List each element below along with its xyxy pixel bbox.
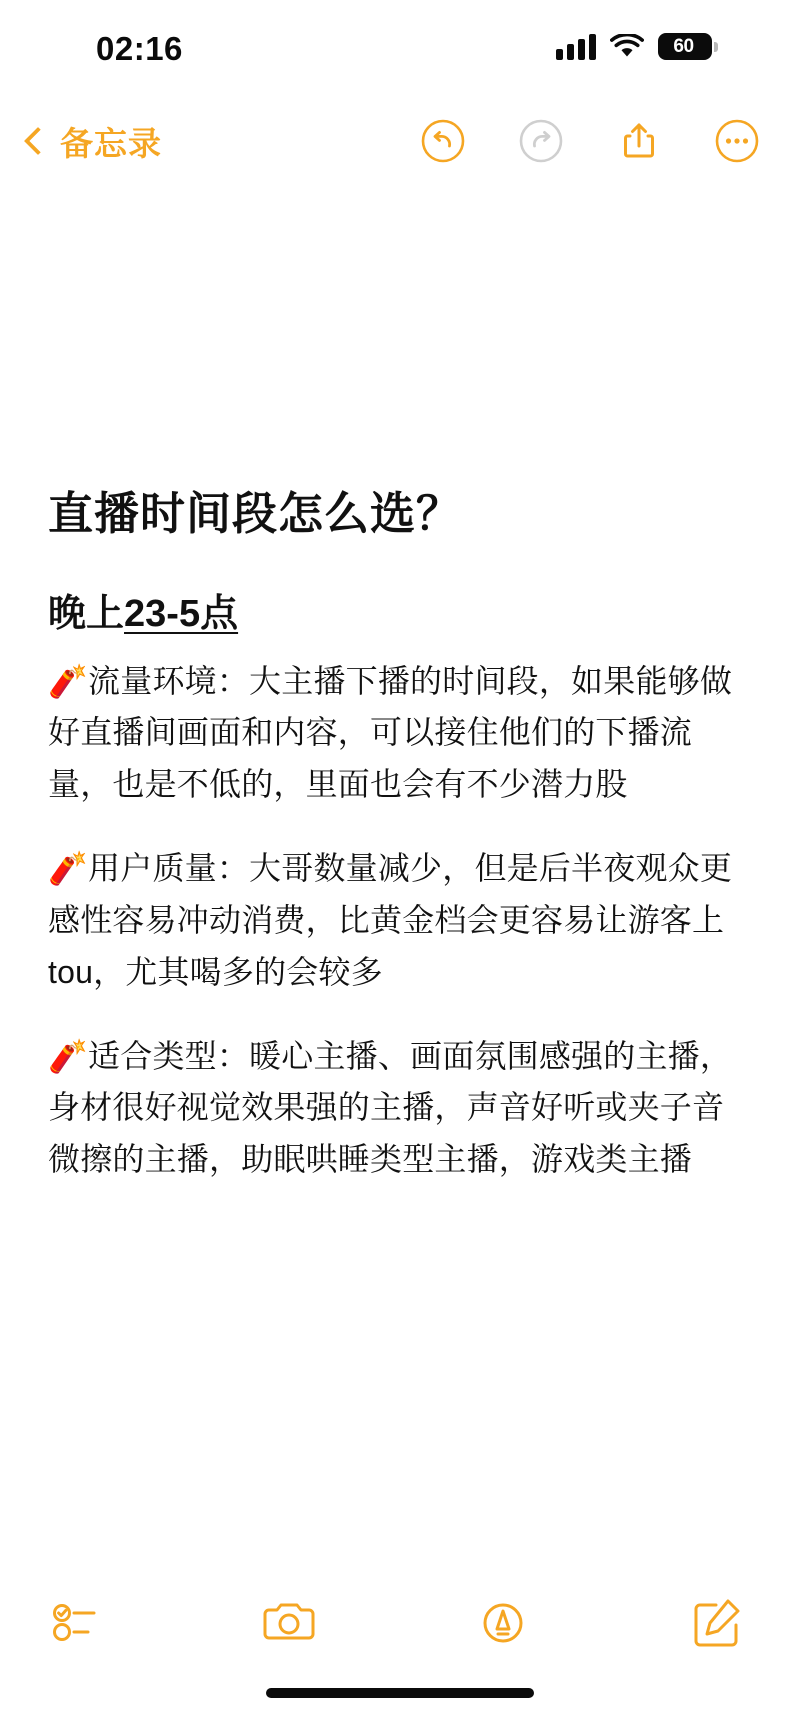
- back-button-label: 备忘录: [60, 124, 162, 162]
- note-subtitle-underlined: 23-5点: [124, 593, 239, 636]
- redo-button[interactable]: [518, 118, 564, 164]
- home-indicator[interactable]: [266, 1688, 534, 1698]
- checklist-button[interactable]: [44, 1591, 108, 1655]
- note-paragraph: 🧨适合类型：暖心主播、画面氛围感强的主播，身材很好视觉效果强的主播，声音好听或夹子音微擦的主播，助眠哄睡类型主播，游戏类主播: [48, 1037, 733, 1178]
- battery-level: 60: [673, 35, 694, 57]
- share-button[interactable]: [616, 118, 662, 164]
- note-content[interactable]: [0, 186, 800, 1558]
- home-indicator-area: [0, 1688, 800, 1734]
- more-button[interactable]: [714, 118, 760, 164]
- back-button[interactable]: [22, 118, 162, 165]
- chevron-left-icon: [24, 127, 52, 155]
- note-paragraph: 🧨流量环境：大主播下播的时间段，如果能够做好直播间画面和内容，可以接住他们的下播流量，也是不低的，里面也会有不少潜力股: [48, 662, 733, 803]
- status-time: 02:16: [96, 30, 183, 67]
- markup-button[interactable]: [471, 1591, 535, 1655]
- bottom-toolbar: [0, 1558, 800, 1688]
- undo-button[interactable]: [420, 118, 466, 164]
- note-subtitle: [48, 590, 238, 639]
- cellular-bars-icon: [556, 34, 596, 60]
- battery-icon: [658, 33, 712, 60]
- wifi-icon: [610, 34, 644, 60]
- status-indicators: [556, 33, 712, 60]
- note-title: 直播时间段怎么选？: [48, 488, 463, 539]
- camera-button[interactable]: [257, 1591, 321, 1655]
- note-subtitle-prefix: 晚上: [48, 593, 125, 636]
- status-bar: [0, 0, 800, 96]
- compose-button[interactable]: [684, 1591, 748, 1655]
- note-paragraph: 🧨用户质量：大哥数量减少，但是后半夜观众更感性容易冲动消费，比黄金档会更容易让游客上tou，尤其喝多的会较多: [48, 850, 733, 990]
- nav-actions: [420, 118, 766, 164]
- navigation-bar: [0, 96, 800, 186]
